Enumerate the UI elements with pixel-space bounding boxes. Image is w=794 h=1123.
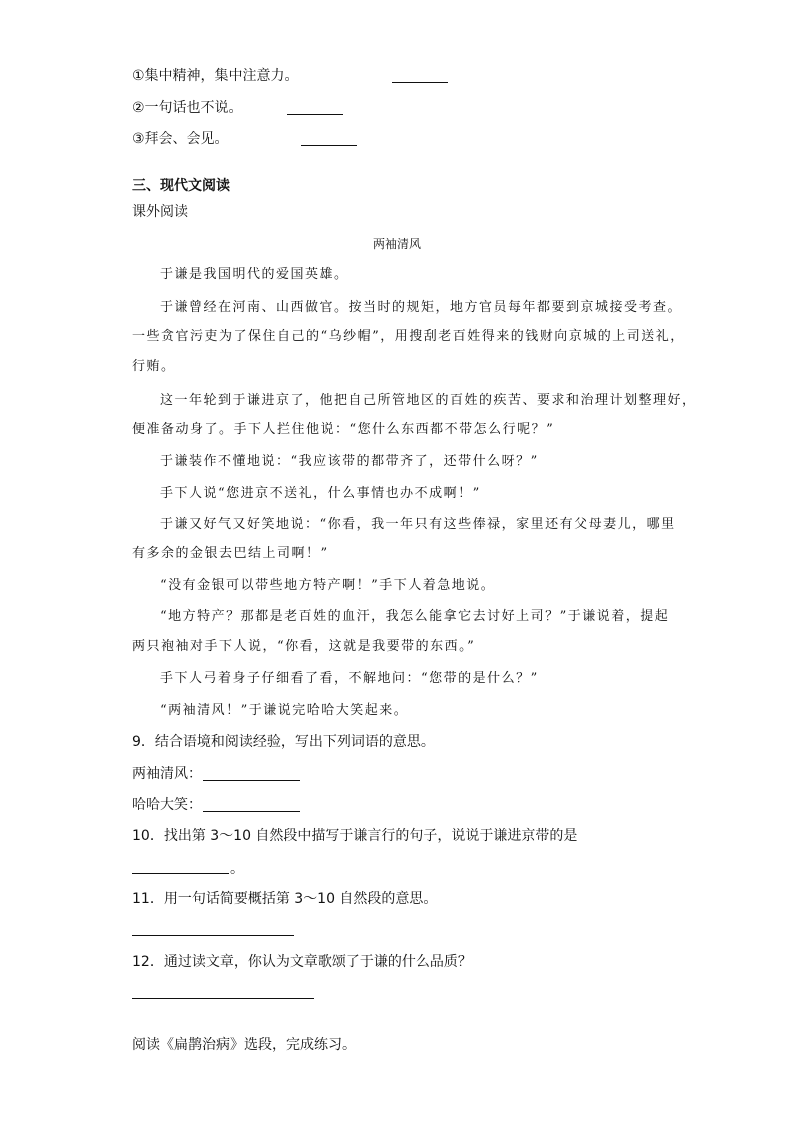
question-11: 11．用一句话简要概括第 3～10 自然段的意思。 [132, 891, 438, 907]
answer-blank-10[interactable] [132, 873, 229, 874]
section-heading: 三、现代文阅读 [132, 178, 230, 194]
story-line: 于谦曾经在河南、山西做官。按当时的规矩，地方官员每年都要到京城接受考查。 [160, 300, 683, 315]
answer-blank-12[interactable] [132, 998, 314, 999]
question-10-end: 。 [230, 861, 244, 877]
definition-3: ③拜会、会见。 [132, 131, 229, 147]
answer-blank-3[interactable] [301, 145, 357, 146]
answer-blank-9b[interactable] [203, 811, 300, 812]
story-line: 这一年轮到于谦进京了，他把自己所管地区的百姓的疾苦、要求和治理计划整理好， [160, 393, 697, 408]
next-section-instruction: 阅读《扁鹊治病》选段，完成练习。 [132, 1037, 356, 1053]
story-line: “地方特产？那都是老百姓的血汗，我怎么能拿它去讨好上司？”于谦说着，提起 [160, 609, 670, 624]
story-line: 于谦装作不懂地说：“我应该带的都带齐了，还带什么呀？” [160, 454, 539, 469]
question-9: 9．结合语境和阅读经验，写出下列词语的意思。 [132, 734, 435, 750]
question-9a-label: 两袖清风： [132, 766, 202, 782]
story-line: 两只袍袖对手下人说，“你看，这就是我要带的东西。” [132, 639, 476, 654]
story-line: 有多余的金银去巴结上司啊！” [132, 546, 329, 561]
story-line: 行贿。 [132, 359, 176, 374]
answer-blank-2[interactable] [287, 114, 343, 115]
answer-blank-9a[interactable] [203, 780, 300, 781]
story-line: 于谦是我国明代的爱国英雄。 [160, 267, 349, 282]
story-line: “没有金银可以带些地方特产啊！”手下人着急地说。 [160, 578, 496, 593]
story-title: 两袖清风 [372, 237, 421, 251]
answer-blank-11[interactable] [132, 935, 294, 936]
story-line: 便准备动身了。手下人拦住他说：“您什么东西都不带怎么行呢？” [132, 422, 555, 437]
answer-blank-1[interactable] [392, 82, 448, 83]
story-line: 手下人弓着身子仔细看了看，不解地问：“您带的是什么？” [160, 671, 539, 686]
story-line: “两袖清风！”于谦说完哈哈大笑起来。 [160, 703, 409, 718]
question-10: 10．找出第 3～10 自然段中描写于谦言行的句子，说说于谦进京带的是 [132, 828, 578, 844]
question-9b-label: 哈哈大笑： [132, 797, 202, 813]
definition-1: ①集中精神，集中注意力。 [132, 68, 299, 84]
story-line: 手下人说“您进京不送礼，什么事情也办不成啊！” [160, 486, 481, 501]
reading-label: 课外阅读 [132, 204, 188, 220]
definition-2: ②一句话也不说。 [132, 100, 243, 116]
story-line: 一些贪官污吏为了保住自己的“乌纱帽”，用搜刮老百姓得来的钱财向京城的上司送礼， [132, 329, 685, 344]
question-12: 12．通过读文章，你认为文章歌颂了于谦的什么品质？ [132, 954, 472, 970]
story-line: 于谦又好气又好笑地说：“你看，我一年只有这些俸禄，家里还有父母妻儿，哪里 [160, 517, 676, 532]
